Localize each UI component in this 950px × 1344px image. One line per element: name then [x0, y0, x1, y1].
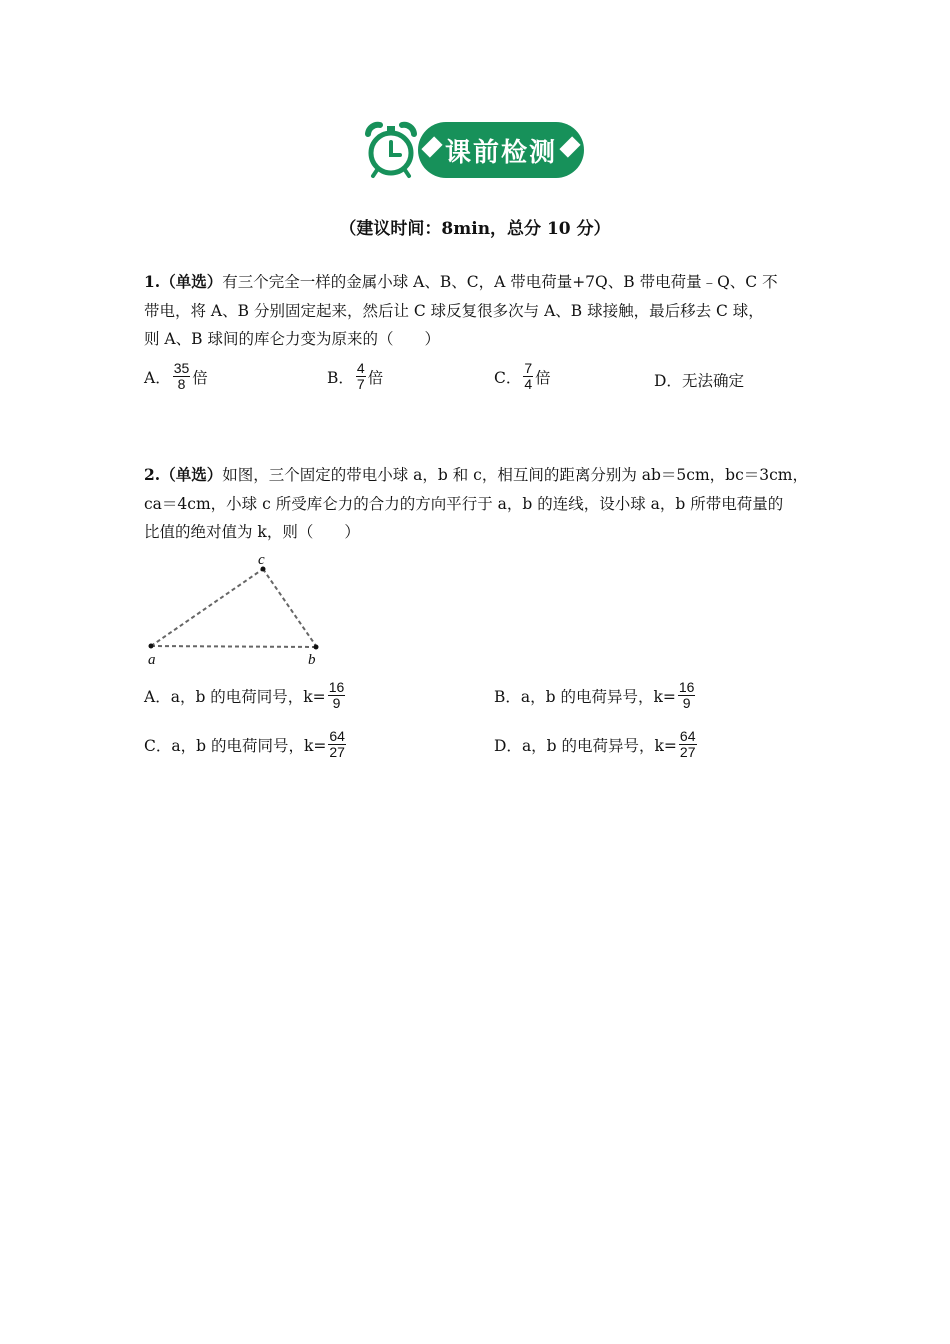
option-text: a，b 的电荷同号，k= — [171, 736, 327, 755]
label-c: c — [258, 552, 265, 568]
q2-option-d[interactable] — [494, 729, 699, 760]
option-label: D． — [494, 736, 522, 755]
banner-title: 课前检测 — [444, 137, 557, 168]
question-1-line-2: 带电，将 A、B 分别固定起来，然后让 C 球反复很多次与 A、B 球接触，最后移去 C 球， — [144, 301, 764, 320]
option-suffix: 倍 — [192, 368, 208, 387]
fraction — [523, 361, 533, 392]
q1-option-d[interactable] — [654, 369, 744, 391]
point-b — [314, 645, 319, 650]
edge-cb — [263, 569, 316, 646]
time-and-score: （建议时间：8min，总分 10 分） — [339, 219, 611, 239]
question-text: 有三个完全一样的金属小球 A、B、C，A 带电荷量+7Q、B 带电荷量﹣Q、C 不 — [222, 273, 778, 291]
fraction — [679, 729, 697, 760]
question-1-line-1 — [144, 268, 810, 297]
question-number: 2. — [144, 465, 161, 484]
q2-option-b[interactable] — [494, 680, 697, 711]
q2-option-a[interactable] — [144, 680, 347, 711]
label-b: b — [308, 652, 316, 668]
section-banner — [362, 120, 586, 182]
option-text: a，b 的电荷异号，k= — [520, 687, 676, 706]
q1-option-c[interactable] — [494, 361, 551, 392]
option-label: C． — [144, 736, 172, 755]
numerator: 35 — [173, 360, 190, 376]
option-label: D． — [654, 372, 682, 390]
denominator: 7 — [356, 376, 365, 392]
fraction — [173, 361, 191, 392]
point-a — [149, 644, 154, 649]
denominator: 4 — [524, 376, 533, 392]
numerator: 16 — [328, 679, 345, 695]
question-kind: （单选） — [160, 273, 223, 291]
alarm-clock-icon — [362, 120, 420, 180]
question-1 — [144, 268, 810, 354]
denominator: 9 — [682, 695, 691, 711]
numerator: 64 — [679, 728, 696, 744]
fraction — [678, 680, 696, 711]
q1-option-b[interactable] — [327, 361, 383, 392]
option-text: a，b 的电荷异号，k= — [521, 736, 677, 755]
option-label: A． — [144, 368, 171, 387]
option-suffix: 倍 — [535, 368, 551, 387]
edge-ca — [151, 569, 263, 646]
question-2-line-3: 比值的绝对值为 k，则（ ） — [144, 523, 360, 541]
question-2-line-2: ca＝4cm，小球 c 所受库仑力的合力的方向平行于 a，b 的连线，设小球 a，b 所带电荷量的 — [144, 494, 784, 513]
q2-option-c[interactable] — [144, 729, 348, 760]
banner-pill — [418, 122, 584, 178]
question-2-line-1 — [144, 461, 810, 490]
question-1-line-3: 则 A、B 球间的库仑力变为原来的（ ） — [144, 330, 440, 348]
option-label: C． — [494, 368, 522, 387]
edge-ab — [151, 646, 316, 647]
question-2 — [144, 461, 810, 547]
option-suffix: 倍 — [367, 368, 384, 387]
fraction — [356, 361, 366, 392]
option-text: 无法确定 — [681, 372, 744, 390]
triangle-figure — [144, 552, 334, 672]
denominator: 9 — [332, 695, 341, 711]
numerator: 64 — [329, 728, 345, 744]
question-number: 1. — [144, 272, 161, 291]
option-label: A． — [144, 687, 171, 706]
q1-option-a[interactable] — [144, 361, 208, 392]
fraction — [328, 680, 346, 711]
denominator: 8 — [177, 376, 186, 392]
denominator: 27 — [329, 744, 345, 760]
numerator: 16 — [678, 679, 695, 695]
question-text: 如图，三个固定的带电小球 a，b 和 c，相互间的距离分别为 ab＝5cm，bc＝3cm， — [222, 466, 809, 484]
question-kind: （单选） — [160, 466, 223, 484]
option-label: B． — [327, 368, 354, 387]
option-label: B． — [494, 687, 521, 706]
label-a: a — [148, 652, 156, 668]
numerator: 4 — [356, 360, 365, 376]
fraction — [328, 729, 346, 760]
option-text: a，b 的电荷同号，k= — [170, 687, 326, 706]
numerator: 7 — [524, 360, 533, 376]
denominator: 27 — [679, 744, 696, 760]
